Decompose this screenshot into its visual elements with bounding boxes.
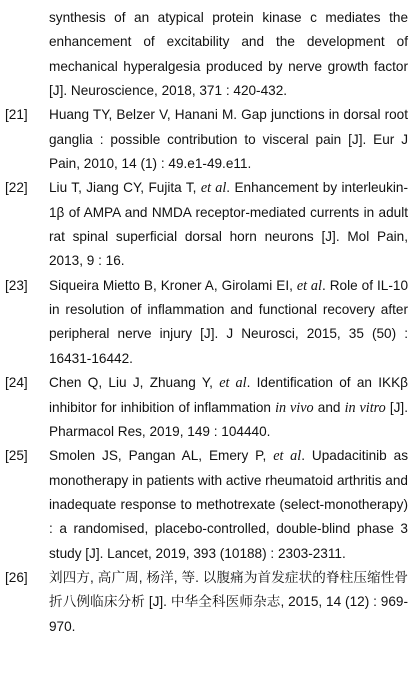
reference-text-segment: Siqueira Mietto B, Kroner A, Girolami EI, [49, 277, 297, 293]
reference-text-segment: synthesis of an atypical protein kinase c mediates the enhancement of excitability and the development of mechanical hyperalgesia produced by nerve growth factor [J]. Neuroscience, 2018, 371 : 420-432. [49, 10, 408, 99]
reference-et-al: et al [200, 180, 227, 197]
reference-item [5, 566, 408, 639]
reference-text-segment: Chen Q, Liu J, Zhuang Y, [49, 375, 220, 391]
reference-number: [21] [5, 107, 28, 123]
reference-number: [22] [5, 180, 28, 196]
reference-et-al: et al [273, 448, 302, 465]
reference-number: [25] [5, 448, 28, 464]
reference-number: [26] [5, 569, 28, 585]
reference-text [49, 6, 408, 103]
reference-text [49, 371, 408, 444]
reference-et-al: et al [296, 277, 322, 294]
reference-number: [23] [5, 277, 28, 293]
reference-text [49, 274, 408, 371]
reference-text-segment: Smolen JS, Pangan AL, Emery P, [49, 448, 274, 464]
reference-text-segment: Liu T, Jiang CY, Fujita T, [49, 180, 201, 196]
reference-text-segment: and [313, 399, 345, 415]
reference-item [5, 444, 408, 566]
reference-et-al: et al [219, 375, 247, 392]
reference-item [5, 103, 408, 176]
reference-item [5, 6, 408, 103]
reference-text [49, 566, 408, 639]
reference-text-segment: Huang TY, Belzer V, Hanani M. Gap junctions in dorsal root ganglia : possible contribution to visceral pain [J]. Eur J Pain, 2010, 14 (1) : 49.e1-49.e11. [49, 107, 408, 172]
reference-text-segment: . Role of IL-10 in resolution of inflammation and functional recovery after peripheral nerve injury [J]. J Neurosci, 2015, 35 (50) : 16431-16442. [49, 277, 409, 366]
reference-text-segment: . Enhancement by interleukin-1β of AMPA and NMDA receptor-mediated currents in adult rat spinal superficial dorsal horn neurons [J]. Mol Pain, 2013, 9 : 16. [49, 180, 409, 269]
reference-text [49, 103, 408, 176]
reference-italic-term: in vitro [344, 399, 386, 416]
reference-number: [24] [5, 375, 28, 391]
reference-italic-term: in vivo [275, 399, 314, 416]
reference-text [49, 176, 408, 273]
reference-text-segment: 刘四方, 高广周, 杨洋, 等. 以腹痛为首发症状的脊柱压缩性骨折八例临床分析 [J]. 中华全科医师杂志, 2015, 14 (12) : 969-970. [49, 569, 408, 634]
reference-item [5, 371, 408, 444]
reference-item [5, 274, 408, 371]
reference-text-segment: . Identification of an IKKβ inhibitor for inhibition of inflammation [49, 375, 408, 415]
reference-item [5, 176, 408, 273]
reference-text [49, 444, 408, 566]
reference-text-segment: . Upadacitinib as monotherapy in patients with active rheumatoid arthritis and inadequate response to methotrexate (select-monotherapy) : a randomised, placebo-controlled, double-blind phase 3 study [J]. Lancet, 2019, 393 (10188) : 2303-2311. [49, 448, 409, 561]
reference-text-segment: [J]. Pharmacol Res, 2019, 149 : 104440. [49, 399, 408, 439]
